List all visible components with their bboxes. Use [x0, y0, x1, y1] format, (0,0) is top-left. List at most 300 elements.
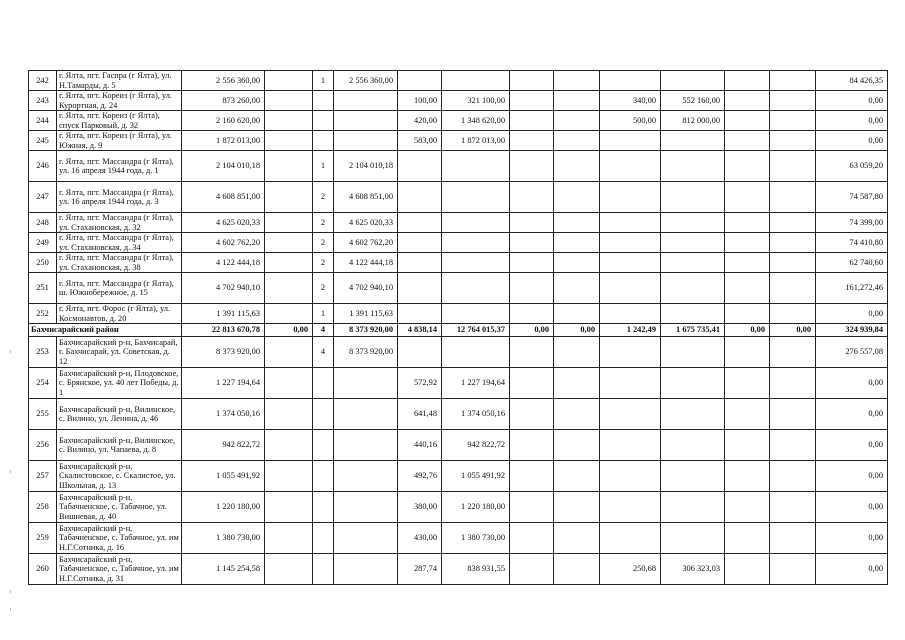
table-row — [29, 430, 888, 461]
value-cell-c6 — [442, 151, 510, 182]
value-cell-c8 — [554, 71, 600, 91]
value-cell-c1: 1 220 180,00 — [182, 492, 265, 523]
value-cell-c9: 250,68 — [600, 554, 661, 585]
value-cell-c1: 8 373 920,00 — [182, 337, 265, 368]
value-cell-c11 — [725, 492, 770, 523]
value-cell-c4 — [334, 554, 398, 585]
value-cell-c4: 1 391 115,63 — [334, 304, 398, 324]
value-cell-c1: 1 380 730,00 — [182, 523, 265, 554]
value-cell-c5 — [398, 253, 442, 273]
value-cell-c12 — [770, 492, 816, 523]
value-cell-c9 — [600, 492, 661, 523]
table-row — [29, 304, 888, 324]
value-cell-c1: 1 055 491,92 — [182, 461, 265, 492]
value-cell-c8 — [554, 523, 600, 554]
value-cell-c10 — [661, 304, 725, 324]
value-cell-c2 — [265, 399, 313, 430]
scan-mark — [10, 350, 11, 353]
value-cell-c6 — [442, 213, 510, 233]
value-cell-c9 — [600, 523, 661, 554]
value-cell-c8 — [554, 368, 600, 399]
value-cell-c6 — [442, 182, 510, 213]
value-cell-c4 — [334, 91, 398, 111]
address-cell: г. Ялта, пгт. Кореиз (г Ялта), ул. Курортная, д. 24 — [57, 91, 182, 111]
value-cell-c7 — [510, 492, 554, 523]
table-row — [29, 337, 888, 368]
address-cell: г. Ялта, пгт. Кореиз (г Ялта), ул. Южная, д. 9 — [57, 131, 182, 151]
district-total-row — [29, 324, 888, 337]
table-row — [29, 461, 888, 492]
address-cell: Бахчисарайский р-н, Табачненское, с. Табачное, ул. Вишневая, д. 40 — [57, 492, 182, 523]
value-cell-c13: 0,00 — [816, 461, 888, 492]
value-cell-c5 — [398, 151, 442, 182]
value-cell-c6: 1 380 730,00 — [442, 523, 510, 554]
address-cell: Бахчисарайский р-н, Плодовское, с. Брянское, ул. 40 лет Победы, д. 1 — [57, 368, 182, 399]
value-cell-c3 — [313, 554, 334, 585]
value-cell-c2 — [265, 213, 313, 233]
total-cell-c7: 0,00 — [510, 324, 554, 337]
value-cell-c3: 4 — [313, 337, 334, 368]
row-number: 250 — [29, 253, 57, 273]
address-cell: г. Ялта, пгт. Массандра (г Ялта), ул. 16 апреля 1944 года, д. 3 — [57, 182, 182, 213]
row-number: 251 — [29, 273, 57, 304]
value-cell-c4: 2 104 010,18 — [334, 151, 398, 182]
value-cell-c11 — [725, 368, 770, 399]
row-number: 243 — [29, 91, 57, 111]
value-cell-c3: 1 — [313, 151, 334, 182]
value-cell-c13: 161,272,46 — [816, 273, 888, 304]
value-cell-c12 — [770, 233, 816, 253]
row-number: 245 — [29, 131, 57, 151]
value-cell-c2 — [265, 492, 313, 523]
value-cell-c2 — [265, 233, 313, 253]
value-cell-c12 — [770, 182, 816, 213]
value-cell-c6 — [442, 304, 510, 324]
value-cell-c2 — [265, 554, 313, 585]
scan-mark — [10, 608, 11, 611]
value-cell-c3 — [313, 461, 334, 492]
table-row — [29, 368, 888, 399]
value-cell-c4 — [334, 399, 398, 430]
row-number: 246 — [29, 151, 57, 182]
table-row — [29, 523, 888, 554]
value-cell-c6 — [442, 253, 510, 273]
value-cell-c1: 2 556 360,00 — [182, 71, 265, 91]
value-cell-c9 — [600, 253, 661, 273]
table-row — [29, 399, 888, 430]
value-cell-c5: 100,00 — [398, 91, 442, 111]
value-cell-c1: 1 872 013,00 — [182, 131, 265, 151]
value-cell-c12 — [770, 273, 816, 304]
value-cell-c13: 276 557,08 — [816, 337, 888, 368]
value-cell-c2 — [265, 182, 313, 213]
table-row — [29, 111, 888, 131]
row-number: 248 — [29, 213, 57, 233]
value-cell-c3: 1 — [313, 71, 334, 91]
value-cell-c11 — [725, 399, 770, 430]
value-cell-c9 — [600, 399, 661, 430]
value-cell-c6: 1 055 491,92 — [442, 461, 510, 492]
address-cell: Бахчисарайский р-н, Табачненское, с. Табачное, ул. им Н.Г.Сотника, д. 31 — [57, 554, 182, 585]
value-cell-c6 — [442, 337, 510, 368]
value-cell-c13: 0,00 — [816, 304, 888, 324]
value-cell-c4 — [334, 430, 398, 461]
value-cell-c2 — [265, 523, 313, 554]
value-cell-c2 — [265, 304, 313, 324]
value-cell-c1: 4 122 444,18 — [182, 253, 265, 273]
value-cell-c3 — [313, 91, 334, 111]
address-cell: Бахчисарайский р-н, Скалистовское, с. Скалистое, ул. Школьная, д. 13 — [57, 461, 182, 492]
address-cell: г. Ялта, пгт. Кореиз (г Ялта), спуск Парковый, д. 32 — [57, 111, 182, 131]
value-cell-c8 — [554, 213, 600, 233]
value-cell-c5: 380,00 — [398, 492, 442, 523]
value-cell-c8 — [554, 91, 600, 111]
value-cell-c3 — [313, 523, 334, 554]
table-row — [29, 233, 888, 253]
value-cell-c4 — [334, 492, 398, 523]
value-cell-c10 — [661, 523, 725, 554]
value-cell-c12 — [770, 554, 816, 585]
value-cell-c7 — [510, 233, 554, 253]
value-cell-c12 — [770, 430, 816, 461]
value-cell-c8 — [554, 131, 600, 151]
value-cell-c11 — [725, 337, 770, 368]
value-cell-c13: 0,00 — [816, 111, 888, 131]
table-row — [29, 492, 888, 523]
value-cell-c5 — [398, 337, 442, 368]
value-cell-c4: 4 702 940,10 — [334, 273, 398, 304]
address-cell: г. Ялта, пгт. Массандра (г Ялта), ш. Южнобережное, д. 15 — [57, 273, 182, 304]
value-cell-c9 — [600, 337, 661, 368]
table-row — [29, 273, 888, 304]
value-cell-c7 — [510, 399, 554, 430]
address-cell: Бахчисарайский р-н, Вилинское, с. Вилино, ул. Ленина, д. 46 — [57, 399, 182, 430]
value-cell-c9 — [600, 213, 661, 233]
value-cell-c10: 552 160,00 — [661, 91, 725, 111]
value-cell-c10 — [661, 213, 725, 233]
table-row — [29, 91, 888, 111]
total-cell-c6: 12 764 015,37 — [442, 324, 510, 337]
value-cell-c11 — [725, 111, 770, 131]
value-cell-c8 — [554, 233, 600, 253]
value-cell-c10 — [661, 399, 725, 430]
table-row — [29, 253, 888, 273]
value-cell-c7 — [510, 182, 554, 213]
row-number: 259 — [29, 523, 57, 554]
address-cell: г. Ялта, пгт. Массандра (г Ялта), ул. 16 апреля 1944 года, д. 1 — [57, 151, 182, 182]
value-cell-c9 — [600, 461, 661, 492]
value-cell-c3: 2 — [313, 213, 334, 233]
value-cell-c13: 0,00 — [816, 368, 888, 399]
value-cell-c10 — [661, 273, 725, 304]
value-cell-c13: 74 587,80 — [816, 182, 888, 213]
value-cell-c2 — [265, 461, 313, 492]
value-cell-c5 — [398, 273, 442, 304]
scan-mark — [10, 590, 11, 593]
value-cell-c6: 1 220 180,00 — [442, 492, 510, 523]
value-cell-c10 — [661, 182, 725, 213]
value-cell-c5 — [398, 304, 442, 324]
value-cell-c4 — [334, 461, 398, 492]
value-cell-c7 — [510, 273, 554, 304]
value-cell-c12 — [770, 368, 816, 399]
value-cell-c1: 2 104 010,18 — [182, 151, 265, 182]
total-cell-c3: 4 — [313, 324, 334, 337]
value-cell-c10 — [661, 71, 725, 91]
value-cell-c13: 63 059,20 — [816, 151, 888, 182]
value-cell-c9: 340,00 — [600, 91, 661, 111]
row-number: 257 — [29, 461, 57, 492]
value-cell-c7 — [510, 213, 554, 233]
value-cell-c12 — [770, 91, 816, 111]
value-cell-c11 — [725, 151, 770, 182]
value-cell-c10 — [661, 131, 725, 151]
value-cell-c3 — [313, 430, 334, 461]
value-cell-c9 — [600, 131, 661, 151]
table-row — [29, 182, 888, 213]
total-cell-c9: 1 242,49 — [600, 324, 661, 337]
row-number: 255 — [29, 399, 57, 430]
total-cell-c5: 4 838,14 — [398, 324, 442, 337]
value-cell-c1: 873 260,00 — [182, 91, 265, 111]
value-cell-c5 — [398, 213, 442, 233]
address-cell: г. Ялта, пгт. Массандра (г Ялта), ул. Стахановская, д. 32 — [57, 213, 182, 233]
total-cell-c11: 0,00 — [725, 324, 770, 337]
value-cell-c8 — [554, 273, 600, 304]
value-cell-c2 — [265, 368, 313, 399]
address-cell: г. Ялта, пгт. Массандра (г Ялта), ул. Стахановская, д. 34 — [57, 233, 182, 253]
value-cell-c5: 572,92 — [398, 368, 442, 399]
value-cell-c13: 0,00 — [816, 91, 888, 111]
value-cell-c5 — [398, 182, 442, 213]
value-cell-c13: 74 410,80 — [816, 233, 888, 253]
row-number: 253 — [29, 337, 57, 368]
value-cell-c11 — [725, 253, 770, 273]
value-cell-c12 — [770, 253, 816, 273]
value-cell-c4: 4 122 444,18 — [334, 253, 398, 273]
value-cell-c7 — [510, 337, 554, 368]
value-cell-c8 — [554, 461, 600, 492]
total-cell-c1: 22 813 670,78 — [182, 324, 265, 337]
value-cell-c1: 4 608 851,00 — [182, 182, 265, 213]
value-cell-c8 — [554, 337, 600, 368]
value-cell-c4 — [334, 368, 398, 399]
value-cell-c2 — [265, 273, 313, 304]
value-cell-c11 — [725, 461, 770, 492]
value-cell-c5: 641,48 — [398, 399, 442, 430]
value-cell-c9 — [600, 430, 661, 461]
value-cell-c3 — [313, 111, 334, 131]
value-cell-c4: 4 602 762,20 — [334, 233, 398, 253]
value-cell-c5 — [398, 233, 442, 253]
value-cell-c6: 1 872 013,00 — [442, 131, 510, 151]
address-cell: Бахчисарайский р-н, Бахчисарай, г. Бахчисарай, ул. Советская, д. 12 — [57, 337, 182, 368]
table-row — [29, 151, 888, 182]
value-cell-c7 — [510, 91, 554, 111]
value-cell-c11 — [725, 233, 770, 253]
value-cell-c6 — [442, 273, 510, 304]
value-cell-c13: 74 399,00 — [816, 213, 888, 233]
value-cell-c9: 500,00 — [600, 111, 661, 131]
total-cell-c12: 0,00 — [770, 324, 816, 337]
value-cell-c10 — [661, 461, 725, 492]
value-cell-c9 — [600, 233, 661, 253]
value-cell-c8 — [554, 304, 600, 324]
value-cell-c8 — [554, 111, 600, 131]
value-cell-c5: 420,00 — [398, 111, 442, 131]
housing-repair-table — [28, 70, 888, 585]
value-cell-c8 — [554, 182, 600, 213]
value-cell-c12 — [770, 131, 816, 151]
value-cell-c10 — [661, 233, 725, 253]
table-row — [29, 131, 888, 151]
value-cell-c7 — [510, 368, 554, 399]
value-cell-c7 — [510, 131, 554, 151]
value-cell-c4: 4 625 020,33 — [334, 213, 398, 233]
value-cell-c8 — [554, 430, 600, 461]
value-cell-c6 — [442, 71, 510, 91]
value-cell-c10 — [661, 253, 725, 273]
row-number: 254 — [29, 368, 57, 399]
row-number: 260 — [29, 554, 57, 585]
value-cell-c9 — [600, 368, 661, 399]
value-cell-c13: 0,00 — [816, 492, 888, 523]
value-cell-c7 — [510, 461, 554, 492]
value-cell-c10 — [661, 151, 725, 182]
value-cell-c13: 0,00 — [816, 554, 888, 585]
value-cell-c1: 4 625 020,33 — [182, 213, 265, 233]
value-cell-c2 — [265, 430, 313, 461]
value-cell-c3: 2 — [313, 253, 334, 273]
value-cell-c5: 492,76 — [398, 461, 442, 492]
value-cell-c2 — [265, 71, 313, 91]
value-cell-c9 — [600, 273, 661, 304]
address-cell: Бахчисарайский р-н, Табачненское, с. Табачное, ул. им Н.Г.Сотника, д. 16 — [57, 523, 182, 554]
value-cell-c5 — [398, 71, 442, 91]
table-row — [29, 71, 888, 91]
value-cell-c11 — [725, 523, 770, 554]
row-number: 256 — [29, 430, 57, 461]
value-cell-c4: 4 608 851,00 — [334, 182, 398, 213]
value-cell-c5: 440,16 — [398, 430, 442, 461]
value-cell-c7 — [510, 111, 554, 131]
value-cell-c8 — [554, 554, 600, 585]
value-cell-c3 — [313, 368, 334, 399]
value-cell-c13: 84 426,35 — [816, 71, 888, 91]
value-cell-c12 — [770, 337, 816, 368]
value-cell-c3: 2 — [313, 182, 334, 213]
value-cell-c5: 287,74 — [398, 554, 442, 585]
value-cell-c4: 2 556 360,00 — [334, 71, 398, 91]
value-cell-c7 — [510, 253, 554, 273]
value-cell-c2 — [265, 151, 313, 182]
value-cell-c11 — [725, 71, 770, 91]
total-cell-c4: 8 373 920,00 — [334, 324, 398, 337]
value-cell-c3: 2 — [313, 233, 334, 253]
value-cell-c2 — [265, 337, 313, 368]
address-cell: г. Ялта, пгт. Гаспра (г Ялта), ул. Н.Тамарды, д. 5 — [57, 71, 182, 91]
value-cell-c13: 0,00 — [816, 131, 888, 151]
value-cell-c6 — [442, 233, 510, 253]
address-cell: Бахчисарайский р-н, Вилинское, с. Вилино, ул. Чапаева, д. 8 — [57, 430, 182, 461]
value-cell-c4 — [334, 131, 398, 151]
value-cell-c9 — [600, 151, 661, 182]
value-cell-c3 — [313, 131, 334, 151]
value-cell-c11 — [725, 213, 770, 233]
value-cell-c12 — [770, 71, 816, 91]
value-cell-c4: 8 373 920,00 — [334, 337, 398, 368]
value-cell-c1: 4 702 940,10 — [182, 273, 265, 304]
district-name: Бахчисарайский район — [29, 324, 182, 337]
value-cell-c12 — [770, 523, 816, 554]
value-cell-c11 — [725, 304, 770, 324]
value-cell-c12 — [770, 399, 816, 430]
value-cell-c5: 430,00 — [398, 523, 442, 554]
value-cell-c7 — [510, 71, 554, 91]
value-cell-c1: 1 374 050,16 — [182, 399, 265, 430]
value-cell-c7 — [510, 430, 554, 461]
value-cell-c6: 1 227 194,64 — [442, 368, 510, 399]
value-cell-c3 — [313, 492, 334, 523]
value-cell-c7 — [510, 304, 554, 324]
value-cell-c8 — [554, 151, 600, 182]
row-number: 244 — [29, 111, 57, 131]
value-cell-c13: 0,00 — [816, 399, 888, 430]
value-cell-c11 — [725, 273, 770, 304]
row-number: 242 — [29, 71, 57, 91]
value-cell-c6: 942 822,72 — [442, 430, 510, 461]
value-cell-c7 — [510, 523, 554, 554]
value-cell-c10 — [661, 368, 725, 399]
value-cell-c1: 1 391 115,63 — [182, 304, 265, 324]
total-cell-c13: 324 939,84 — [816, 324, 888, 337]
row-number: 252 — [29, 304, 57, 324]
value-cell-c11 — [725, 554, 770, 585]
value-cell-c5: 583,00 — [398, 131, 442, 151]
value-cell-c7 — [510, 151, 554, 182]
value-cell-c2 — [265, 91, 313, 111]
total-cell-c2: 0,00 — [265, 324, 313, 337]
value-cell-c2 — [265, 131, 313, 151]
value-cell-c10: 306 323,03 — [661, 554, 725, 585]
value-cell-c6: 1 374 050,16 — [442, 399, 510, 430]
value-cell-c13: 62 740,60 — [816, 253, 888, 273]
value-cell-c11 — [725, 182, 770, 213]
row-number: 258 — [29, 492, 57, 523]
value-cell-c8 — [554, 253, 600, 273]
value-cell-c10 — [661, 337, 725, 368]
value-cell-c1: 4 602 762,20 — [182, 233, 265, 253]
table-row — [29, 213, 888, 233]
value-cell-c6: 838 931,55 — [442, 554, 510, 585]
value-cell-c1: 2 160 620,00 — [182, 111, 265, 131]
value-cell-c6: 321 100,00 — [442, 91, 510, 111]
value-cell-c9 — [600, 71, 661, 91]
value-cell-c11 — [725, 91, 770, 111]
value-cell-c2 — [265, 253, 313, 273]
table-body — [29, 71, 888, 585]
value-cell-c13: 0,00 — [816, 430, 888, 461]
value-cell-c10 — [661, 492, 725, 523]
value-cell-c11 — [725, 131, 770, 151]
scan-mark — [10, 470, 11, 473]
value-cell-c11 — [725, 430, 770, 461]
total-cell-c8: 0,00 — [554, 324, 600, 337]
value-cell-c9 — [600, 304, 661, 324]
table-row — [29, 554, 888, 585]
value-cell-c7 — [510, 554, 554, 585]
value-cell-c12 — [770, 461, 816, 492]
